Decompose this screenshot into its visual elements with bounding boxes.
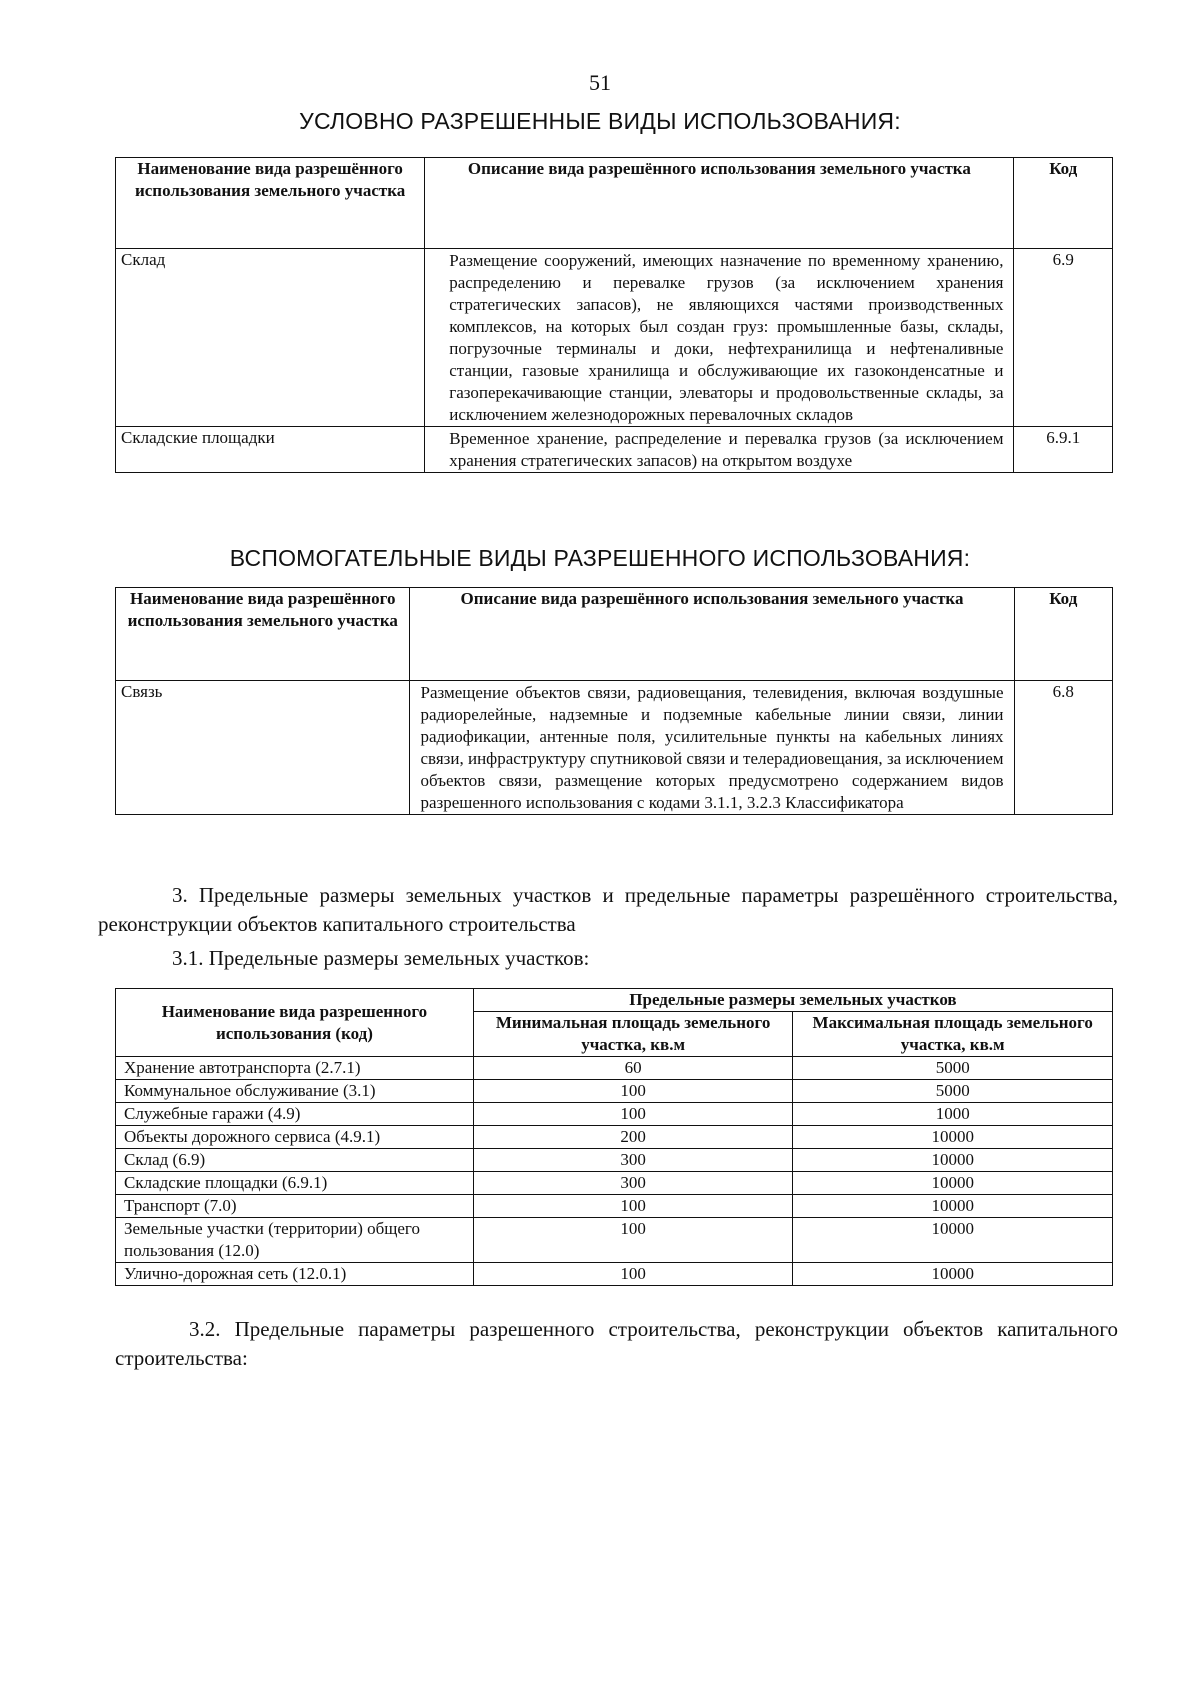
use-description: Временное хранение, распределение и перевалка грузов (за исключением хранения стратегических запасов) на открытом воздухе: [425, 427, 1014, 473]
header-max-area: Максимальная площадь земельного участка, кв.м: [793, 1012, 1113, 1057]
header-name: Наименование вида разрешённого использования земельного участка: [116, 588, 410, 681]
plot-sizes-table: [115, 988, 1113, 1286]
header-code: Код: [1014, 158, 1113, 249]
row-max: 10000: [793, 1195, 1113, 1218]
table-row: [116, 1172, 1113, 1195]
header-description: Описание вида разрешённого использования земельного участка: [410, 588, 1014, 681]
row-max: 10000: [793, 1218, 1113, 1263]
row-name: Объекты дорожного сервиса (4.9.1): [116, 1126, 474, 1149]
table-row: [116, 1263, 1113, 1286]
header-description: Описание вида разрешённого использования земельного участка: [425, 158, 1014, 249]
row-name: Земельные участки (территории) общего пользования (12.0): [116, 1218, 474, 1263]
table-row: [116, 1080, 1113, 1103]
row-max: 5000: [793, 1057, 1113, 1080]
table-row: [116, 681, 1113, 815]
use-code: 6.8: [1014, 681, 1112, 815]
row-max: 10000: [793, 1172, 1113, 1195]
table-row: [116, 1149, 1113, 1172]
conditional-uses-table: [115, 157, 1113, 473]
row-max: 1000: [793, 1103, 1113, 1126]
row-name: Склад (6.9): [116, 1149, 474, 1172]
row-max: 5000: [793, 1080, 1113, 1103]
use-name: Складские площадки: [116, 427, 425, 473]
row-min: 300: [473, 1172, 793, 1195]
auxiliary-uses-heading: ВСПОМОГАТЕЛЬНЫЕ ВИДЫ РАЗРЕШЕННОГО ИСПОЛЬЗОВАНИЯ:: [229, 545, 971, 571]
header-group: Предельные размеры земельных участков: [473, 989, 1112, 1012]
header-code: Код: [1014, 588, 1112, 681]
table-header-row: [116, 158, 1113, 249]
row-min: 300: [473, 1149, 793, 1172]
table-row: [116, 1126, 1113, 1149]
row-name: Служебные гаражи (4.9): [116, 1103, 474, 1126]
auxiliary-uses-table: [115, 587, 1113, 815]
table-row: [116, 1103, 1113, 1126]
conditional-uses-heading: УСЛОВНО РАЗРЕШЕННЫЕ ВИДЫ ИСПОЛЬЗОВАНИЯ:: [299, 108, 901, 134]
row-min: 100: [473, 1080, 793, 1103]
table-row: [116, 1057, 1113, 1080]
row-min: 100: [473, 1103, 793, 1126]
row-max: 10000: [793, 1149, 1113, 1172]
paragraph-3-2: 3.2. Предельные параметры разрешенного строительства, реконструкции объектов капитального строительства:: [115, 1317, 1118, 1370]
header-min-area: Минимальная площадь земельного участка, кв.м: [473, 1012, 793, 1057]
header-name: Наименование вида разрешённого использования земельного участка: [116, 158, 425, 249]
row-max: 10000: [793, 1126, 1113, 1149]
table-row: [116, 1195, 1113, 1218]
table-row: [116, 1218, 1113, 1263]
use-description: Размещение сооружений, имеющих назначение по временному хранению, распределению и перевалке грузов (за исключением хранения стратегических запасов), не являющихся частями производственных комплексов, на которых был создан груз: промышленные базы, склады, погрузочные терминалы и доки, нефтехранилища и нефтеналивные станции, газовые хранилища и обслуживающие их газоконденсатные и газоперекачивающие станции, элеваторы и продовольственные склады, за исключением железнодорожных перевалочных складов: [425, 249, 1014, 427]
row-min: 100: [473, 1218, 793, 1263]
use-name: Связь: [116, 681, 410, 815]
row-max: 10000: [793, 1263, 1113, 1286]
use-description: Размещение объектов связи, радиовещания, телевидения, включая воздушные радиорелейные, надземные и подземные кабельные линии связи, линии радиофикации, антенные поля, усилительные пункты на кабельных линиях связи, инфраструктуру спутниковой связи и телерадиовещания, за исключением объектов связи, размещение которых предусмотрено содержанием видов разрешенного использования с кодами 3.1.1, 3.2.3 Классификатора: [410, 681, 1014, 815]
row-min: 60: [473, 1057, 793, 1080]
table-header-row: [116, 989, 1113, 1012]
row-name: Складские площадки (6.9.1): [116, 1172, 474, 1195]
row-name: Улично-дорожная сеть (12.0.1): [116, 1263, 474, 1286]
paragraph-3: 3. Предельные размеры земельных участков и предельные параметры разрешённого строительства, реконструкции объектов капитального строительства: [98, 883, 1118, 936]
page-number: 51: [589, 70, 611, 95]
row-name: Транспорт (7.0): [116, 1195, 474, 1218]
use-code: 6.9: [1014, 249, 1113, 427]
header-name: Наименование вида разрешенного использования (код): [116, 989, 474, 1057]
table-row: [116, 249, 1113, 427]
table-row: [116, 427, 1113, 473]
table-header-row: [116, 588, 1113, 681]
row-name: Коммунальное обслуживание (3.1): [116, 1080, 474, 1103]
use-code: 6.9.1: [1014, 427, 1113, 473]
row-min: 100: [473, 1195, 793, 1218]
row-min: 200: [473, 1126, 793, 1149]
paragraph-3-1: 3.1. Предельные размеры земельных участков:: [172, 946, 590, 970]
row-name: Хранение автотранспорта (2.7.1): [116, 1057, 474, 1080]
row-min: 100: [473, 1263, 793, 1286]
use-name: Склад: [116, 249, 425, 427]
